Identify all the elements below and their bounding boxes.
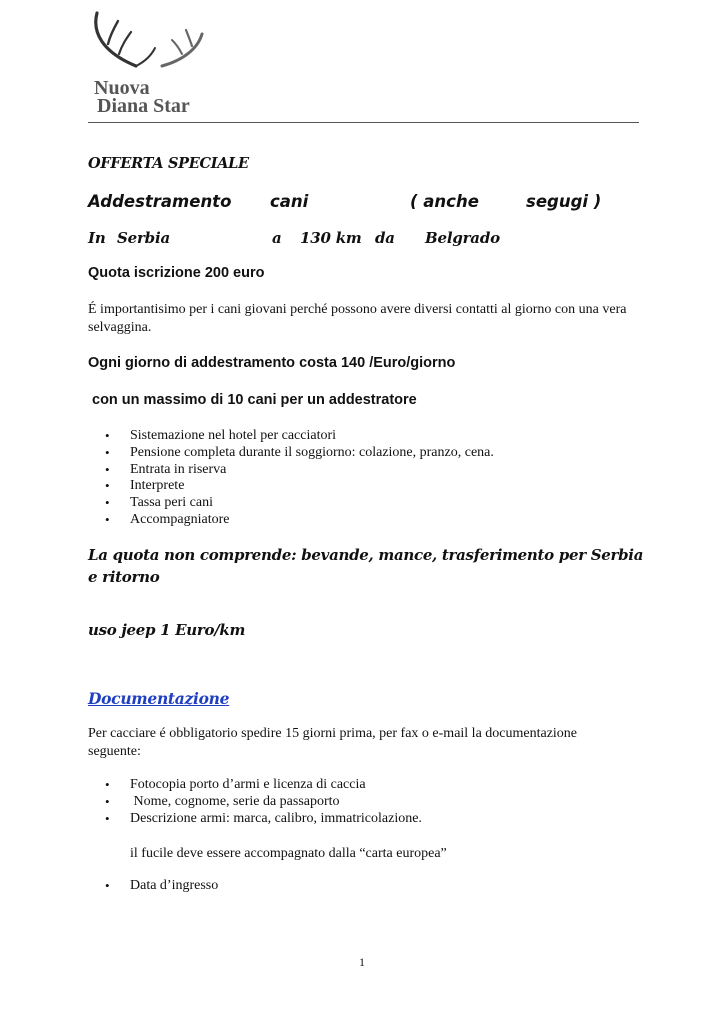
bullet-icon: • (105, 810, 110, 826)
list-item (88, 878, 218, 895)
list-item (88, 777, 422, 794)
bullet-icon: • (105, 428, 110, 443)
header-divider (88, 122, 639, 123)
documentation-heading: Documentazione (88, 689, 230, 708)
list-item (88, 794, 422, 811)
documentation-list (88, 777, 422, 827)
rifle-note: il fucile deve essere accompagnato dalla “carta europea” (130, 846, 447, 861)
list-item-text: Entrata in riserva (130, 461, 227, 477)
list-item (88, 445, 494, 462)
list-item-text: Pensione completa durante il soggiorno: colazione, pranzo, cena. (130, 444, 494, 460)
bullet-icon: • (105, 793, 110, 809)
bullet-icon: • (105, 461, 110, 477)
list-item-text: Accompagniatore (130, 511, 230, 527)
entry-date-list (88, 878, 218, 895)
list-item-text: Data d’ingresso (130, 878, 219, 893)
list-item (88, 428, 494, 445)
documentation-paragraph: Per cacciare é obbligatorio spedire 15 giorni prima, per fax o e-mail la documentazione seguente: (88, 726, 578, 759)
logo-text-line1: Nuova (94, 77, 150, 99)
training-word-4: segugi ) (526, 192, 602, 211)
included-list (88, 428, 494, 529)
location-word-4: 130 km (300, 229, 362, 247)
antler-logo-icon (88, 10, 218, 80)
location-word-5: da (375, 229, 395, 247)
daily-cost: Ogni giorno di addestramento costa 140 /Euro/giorno (88, 355, 456, 371)
list-item (88, 811, 422, 828)
list-item-text: Interprete (130, 478, 185, 494)
bullet-icon: • (105, 444, 110, 460)
offer-title: OFFERTA SPECIALE (88, 155, 249, 172)
list-item (88, 512, 494, 529)
not-included-note: La quota non comprende: bevande, mance, trasferimento per Serbia e ritorno (88, 546, 644, 586)
list-item (88, 495, 494, 512)
max-dogs: con un massimo di 10 cani per un addestratore (92, 392, 417, 408)
logo-text-line2: Diana Star (97, 95, 190, 117)
bullet-icon: • (105, 495, 110, 511)
intro-paragraph: É importantisimo per i cani giovani perché possono avere diversi contatti al giorno con una vera selvaggina. (88, 302, 627, 335)
bullet-icon: • (105, 511, 110, 527)
nuova-diana-star-logo (88, 10, 218, 115)
list-item-text: Descrizione armi: marca, calibro, immatricolazione. (130, 810, 422, 826)
list-item-text: Sistemazione nel hotel per cacciatori (130, 428, 337, 443)
location-word-2: Serbia (117, 229, 170, 247)
list-item-text: Nome, cognome, serie da passaporto (130, 793, 340, 809)
list-item (88, 462, 494, 479)
page-number: 1 (359, 955, 365, 969)
training-word-2: cani (270, 192, 309, 211)
bullet-icon: • (105, 478, 110, 494)
list-item-text: Tassa peri cani (130, 495, 213, 511)
location-word-1: In (88, 229, 106, 247)
training-word-1: Addestramento (88, 192, 232, 211)
training-word-3: ( anche (410, 192, 479, 211)
location-word-3: a (272, 229, 282, 247)
location-word-6: Belgrado (425, 229, 500, 247)
registration-fee: Quota iscrizione 200 euro (88, 265, 265, 281)
jeep-price: uso jeep 1 Euro/km (88, 621, 246, 639)
list-item (88, 478, 494, 495)
list-item-text: Fotocopia porto d’armi e licenza di caccia (130, 777, 366, 792)
bullet-icon: • (105, 878, 110, 893)
bullet-icon: • (105, 777, 110, 792)
